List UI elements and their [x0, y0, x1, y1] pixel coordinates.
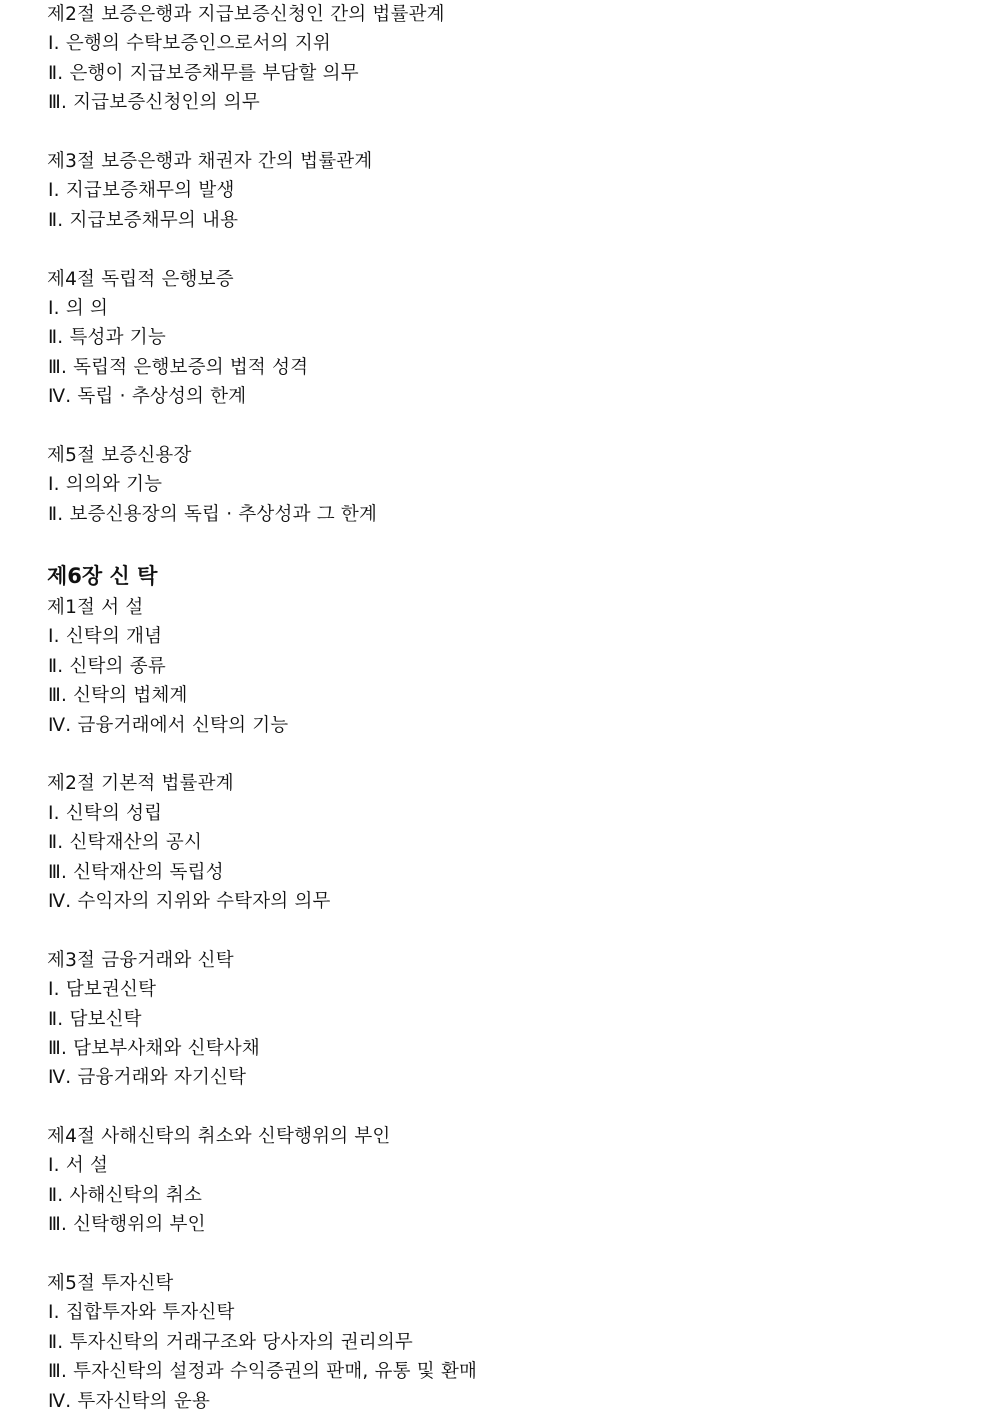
section-heading: 제1절 서 설 [47, 597, 144, 619]
section-heading: 제4절 사해신탁의 취소와 신탁행위의 부인 [47, 1126, 391, 1148]
toc-item: Ⅱ. 보증신용장의 독립 · 추상성과 그 한계 [48, 503, 378, 525]
toc-item: Ⅰ. 의의와 기능 [48, 474, 163, 496]
toc-item: Ⅲ. 투자신탁의 설정과 수익증권의 판매, 유통 및 환매 [48, 1361, 478, 1383]
section-heading: 제5절 투자신탁 [47, 1273, 174, 1295]
section-heading: 제4절 독립적 은행보증 [47, 268, 234, 290]
toc-item: Ⅳ. 금융거래와 자기신탁 [48, 1067, 247, 1089]
toc-item: Ⅲ. 담보부사채와 신탁사채 [48, 1037, 260, 1059]
toc-item: Ⅱ. 신탁의 종류 [48, 655, 166, 677]
toc-item: Ⅳ. 독립 · 추상성의 한계 [48, 386, 247, 408]
toc-item: Ⅱ. 투자신탁의 거래구조와 당사자의 권리의무 [48, 1331, 413, 1353]
spacer [47, 916, 967, 945]
spacer [47, 411, 967, 440]
toc-item: Ⅰ. 신탁의 개념 [48, 626, 163, 648]
spacer [47, 529, 967, 559]
toc-item: Ⅱ. 담보신탁 [48, 1008, 142, 1030]
toc-item: Ⅰ. 은행의 수탁보증인으로서의 지위 [48, 33, 331, 55]
spacer [47, 1240, 967, 1269]
toc-item: Ⅲ. 신탁의 법체계 [48, 685, 188, 707]
toc-item: Ⅱ. 신탁재산의 공시 [48, 832, 203, 854]
table-of-contents [47, 0, 967, 1416]
section-heading: 제3절 보증은행과 채권자 간의 법률관계 [47, 150, 373, 172]
spacer [47, 118, 967, 147]
toc-item: Ⅲ. 신탁행위의 부인 [48, 1214, 206, 1236]
toc-item: Ⅰ. 서 설 [48, 1155, 109, 1177]
section-heading: 제2절 보증은행과 지급보증신청인 간의 법률관계 [47, 4, 445, 25]
toc-item: Ⅱ. 사해신탁의 취소 [48, 1184, 203, 1206]
section-heading: 제2절 기본적 법률관계 [47, 773, 234, 795]
chapter-heading: 제6장 신 탁 [47, 564, 158, 589]
toc-item: Ⅱ. 은행이 지급보증채무를 부담할 의무 [48, 62, 359, 84]
spacer [47, 235, 967, 264]
section-heading: 제3절 금융거래와 신탁 [47, 949, 234, 971]
toc-item: Ⅱ. 특성과 기능 [48, 327, 166, 349]
toc-item: Ⅰ. 담보권신탁 [48, 979, 157, 1001]
toc-item: Ⅰ. 집합투자와 투자신탁 [48, 1302, 235, 1324]
toc-item: Ⅰ. 신탁의 성립 [48, 802, 163, 824]
toc-item: Ⅲ. 신탁재산의 독립성 [48, 861, 224, 883]
toc-item: Ⅲ. 독립적 은행보증의 법적 성격 [48, 356, 309, 378]
toc-item: Ⅱ. 지급보증채무의 내용 [48, 209, 239, 231]
toc-item: Ⅰ. 의 의 [48, 297, 109, 319]
toc-item: Ⅳ. 금융거래에서 신탁의 기능 [48, 714, 289, 736]
toc-item: Ⅳ. 수익자의 지위와 수탁자의 의무 [48, 890, 331, 912]
spacer [47, 1093, 967, 1122]
toc-item: Ⅳ. 투자신탁의 운용 [48, 1390, 211, 1412]
toc-item: Ⅰ. 지급보증채무의 발생 [48, 180, 235, 202]
section-heading: 제5절 보증신용장 [47, 444, 192, 466]
spacer [47, 740, 967, 769]
toc-item: Ⅲ. 지급보증신청인의 의무 [48, 92, 260, 114]
